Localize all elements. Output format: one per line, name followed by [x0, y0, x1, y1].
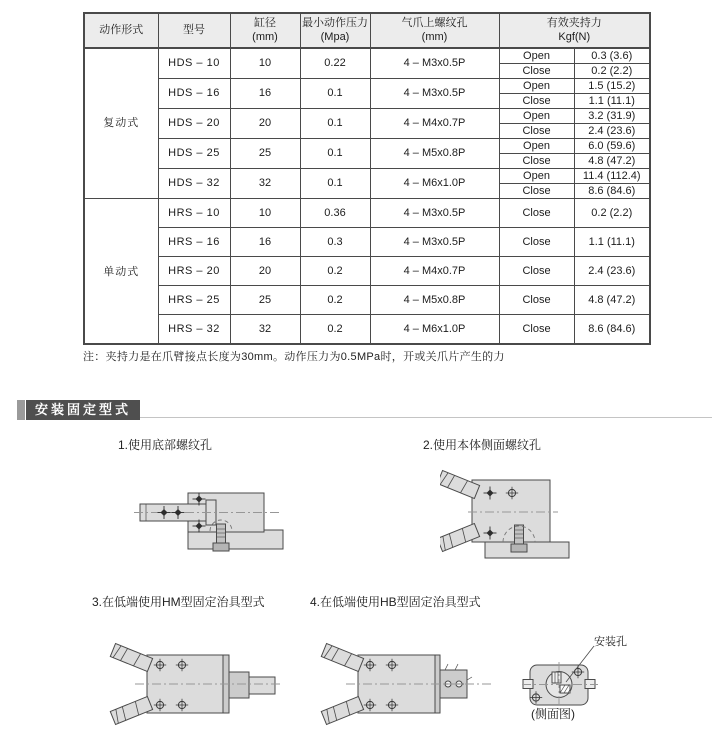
table-row — [84, 199, 650, 228]
figure2-caption: 2.使用本体侧面螺纹孔 — [423, 438, 542, 452]
side-notch — [523, 680, 533, 689]
cell-thread-holes: 4 – M3x0.5P — [370, 79, 499, 109]
cell-bore: 25 — [230, 286, 300, 315]
cell-model: HDS – 25 — [158, 139, 230, 169]
figure4-hb-fixture-mounting — [300, 625, 500, 737]
figure2-side-thread-mounting — [440, 465, 610, 580]
cell-min-pressure: 0.1 — [300, 109, 370, 139]
base-plate — [188, 530, 283, 549]
cell-min-pressure: 0.2 — [300, 315, 370, 345]
cell-bore: 32 — [230, 169, 300, 199]
gripper-jaw — [110, 697, 152, 725]
table-row — [84, 257, 650, 286]
section-accent-block — [17, 400, 25, 420]
cell-force-direction: Open — [499, 79, 574, 94]
cell-min-pressure: 0.2 — [300, 257, 370, 286]
spec-table-body — [84, 48, 650, 344]
cell-bore: 16 — [230, 79, 300, 109]
cell-force-direction: Open — [499, 169, 574, 184]
cell-force-direction: Close — [499, 94, 574, 109]
cell-force-direction: Close — [499, 199, 574, 228]
figure1-bottom-thread-mounting — [130, 470, 310, 580]
col-header-thread-holes: 气爪上螺纹孔 (mm) — [370, 13, 499, 48]
cell-model: HRS – 10 — [158, 199, 230, 228]
col-header-action-type: 动作形式 — [84, 13, 158, 48]
figure3-caption: 3.在低端使用HM型固定治具型式 — [92, 595, 265, 609]
cell-force-value: 4.8 (47.2) — [574, 154, 650, 169]
cell-force-direction: Close — [499, 184, 574, 199]
spec-table — [83, 12, 651, 345]
cell-bore: 32 — [230, 315, 300, 345]
cell-force-value: 1.1 (11.1) — [574, 228, 650, 257]
cell-min-pressure: 0.3 — [300, 228, 370, 257]
cell-model: HDS – 10 — [158, 48, 230, 79]
section-title: 安装固定型式 — [26, 400, 140, 420]
figure1-caption: 1.使用底部螺纹孔 — [118, 438, 213, 452]
cell-force-direction: Close — [499, 64, 574, 79]
cell-model: HRS – 32 — [158, 315, 230, 345]
col-header-bore: 缸径 (mm) — [230, 13, 300, 48]
cell-force-direction: Close — [499, 154, 574, 169]
col-header-model: 型号 — [158, 13, 230, 48]
cell-force-value: 8.6 (84.6) — [574, 184, 650, 199]
mounting-hole-label: 安装孔 — [594, 636, 627, 648]
cell-force-value: 1.5 (15.2) — [574, 79, 650, 94]
cell-force-value: 4.8 (47.2) — [574, 286, 650, 315]
cell-thread-holes: 4 – M4x0.7P — [370, 109, 499, 139]
cell-thread-holes: 4 – M5x0.8P — [370, 139, 499, 169]
cell-thread-holes: 4 – M6x1.0P — [370, 315, 499, 345]
side-notch — [585, 680, 595, 689]
figure3-hm-fixture-mounting — [80, 625, 290, 737]
cell-force-value: 2.4 (23.6) — [574, 257, 650, 286]
cell-min-pressure: 0.2 — [300, 286, 370, 315]
cell-force-value: 0.2 (2.2) — [574, 199, 650, 228]
cell-bore: 16 — [230, 228, 300, 257]
col-header-grip-force: 有效夹持力 Kgf(N) — [499, 13, 650, 48]
cell-thread-holes: 4 – M3x0.5P — [370, 199, 499, 228]
cell-min-pressure: 0.1 — [300, 79, 370, 109]
cell-bore: 10 — [230, 199, 300, 228]
cell-model: HDS – 16 — [158, 79, 230, 109]
table-row — [84, 169, 650, 184]
cell-force-value: 0.2 (2.2) — [574, 64, 650, 79]
cell-thread-holes: 4 – M5x0.8P — [370, 286, 499, 315]
cell-action-type: 复动式 — [84, 48, 158, 199]
gripper-jaw — [110, 644, 152, 672]
cell-force-direction: Open — [499, 48, 574, 64]
gripper-jaw — [440, 524, 480, 552]
section-rule — [120, 417, 712, 418]
cell-model: HDS – 20 — [158, 109, 230, 139]
cell-bore: 10 — [230, 48, 300, 79]
gripper-jaw — [321, 644, 363, 672]
table-row — [84, 286, 650, 315]
col-header-min-pressure: 最小动作压力 (Mpa) — [300, 13, 370, 48]
table-row — [84, 48, 650, 64]
gripper-jaw — [321, 697, 363, 725]
cell-force-direction: Close — [499, 315, 574, 345]
side-view-caption: (侧面图) — [531, 707, 575, 721]
gripper-jaw — [440, 471, 480, 499]
cell-force-direction: Close — [499, 124, 574, 139]
cell-model: HDS – 32 — [158, 169, 230, 199]
hm-fixture-step — [229, 672, 249, 698]
cell-thread-holes: 4 – M3x0.5P — [370, 48, 499, 79]
cell-force-value: 3.2 (31.9) — [574, 109, 650, 124]
table-footnote: 注：夹持力是在爪臂接点长度为30mm。动作压力为0.5MPa时，开或关爪片产生的力 — [83, 351, 505, 363]
mounting-hole — [560, 685, 570, 693]
table-row — [84, 79, 650, 94]
cell-force-value: 2.4 (23.6) — [574, 124, 650, 139]
key-slot — [552, 672, 561, 683]
cell-force-direction: Open — [499, 109, 574, 124]
table-header-row — [84, 13, 650, 48]
cell-force-direction: Close — [499, 228, 574, 257]
cell-force-value: 8.6 (84.6) — [574, 315, 650, 345]
cell-min-pressure: 0.36 — [300, 199, 370, 228]
section-header — [17, 400, 140, 420]
cell-bore: 20 — [230, 257, 300, 286]
cell-force-value: 6.0 (59.6) — [574, 139, 650, 154]
table-row — [84, 315, 650, 345]
cell-force-direction: Close — [499, 286, 574, 315]
cell-model: HRS – 16 — [158, 228, 230, 257]
cell-force-value: 0.3 (3.6) — [574, 48, 650, 64]
cell-force-value: 1.1 (11.1) — [574, 94, 650, 109]
cell-thread-holes: 4 – M6x1.0P — [370, 169, 499, 199]
cell-thread-holes: 4 – M3x0.5P — [370, 228, 499, 257]
cell-bore: 20 — [230, 109, 300, 139]
table-row — [84, 228, 650, 257]
hm-fixture-shaft — [249, 677, 275, 694]
cell-bore: 25 — [230, 139, 300, 169]
cell-min-pressure: 0.22 — [300, 48, 370, 79]
table-row — [84, 109, 650, 124]
cell-min-pressure: 0.1 — [300, 169, 370, 199]
cell-action-type: 单动式 — [84, 199, 158, 345]
cell-thread-holes: 4 – M4x0.7P — [370, 257, 499, 286]
cell-min-pressure: 0.1 — [300, 139, 370, 169]
cell-force-direction: Open — [499, 139, 574, 154]
cell-force-direction: Close — [499, 257, 574, 286]
table-row — [84, 139, 650, 154]
cell-force-value: 11.4 (112.4) — [574, 169, 650, 184]
cell-model: HRS – 25 — [158, 286, 230, 315]
figure4-caption: 4.在低端使用HB型固定治具型式 — [310, 595, 481, 609]
cell-model: HRS – 20 — [158, 257, 230, 286]
